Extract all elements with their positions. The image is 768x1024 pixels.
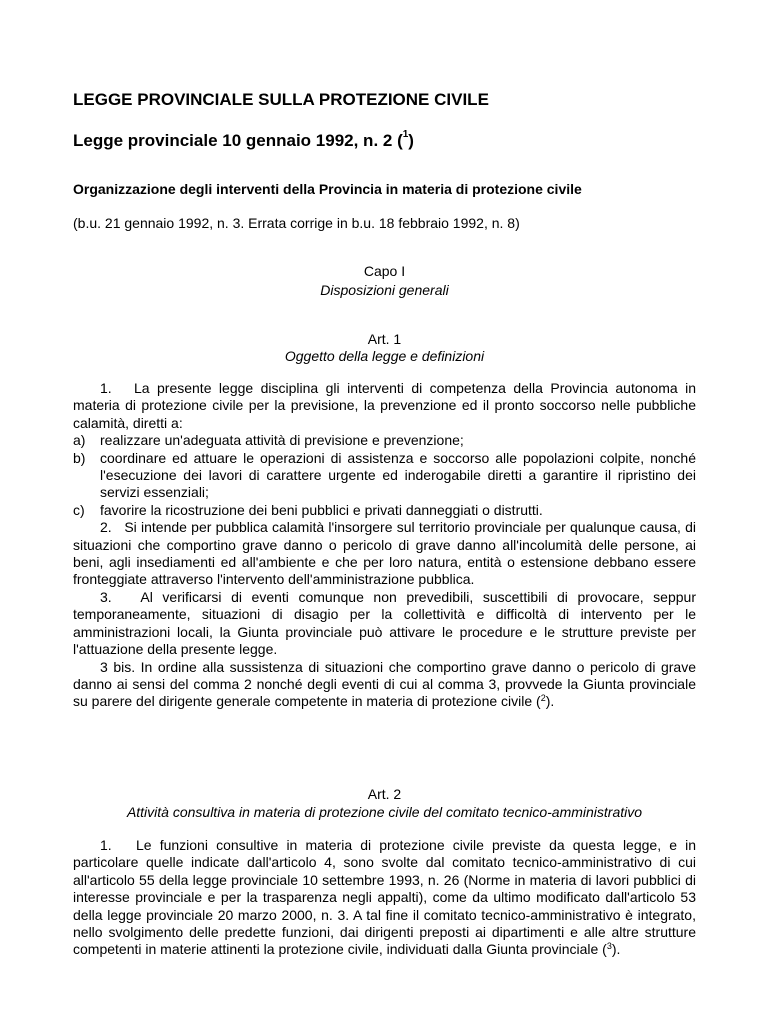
- list-item-text: coordinare ed attuare le operazioni di assistenza e soccorso alle popolazioni colpite, nonché l'esecuzione dei lavori di carattere urgente ed inderogabile diretti a garantire il ripristino dei servizi essenziali;: [100, 449, 696, 501]
- art1-paragraph-2: 2. Si intende per pubblica calamità l'insorgere sul territorio provinciale per qualunque causa, di situazioni che comportino grave danno o pericolo di grave danno all'incolumità delle persone, ai beni, agli insediamenti ed all'ambiente e che per loro natura, entità o estensione debbano essere fronteggiate attraverso l'intervento dell'amministrazione pubblica.: [73, 519, 696, 588]
- art1-paragraph-3bis-text: 3 bis. In ordine alla sussistenza di situazioni che comportino grave danno o pericolo di grave danno ai sensi del comma 2 nonché degli eventi di cui al comma 3, provvede la Giunta provinciale su parere del dirigente generale competente in materia di protezione civile (: [73, 658, 696, 710]
- footnote-ref-3[interactable]: 3: [606, 941, 612, 952]
- law-title-text: Legge provinciale 10 gennaio 1992, n. 2 (: [73, 131, 403, 150]
- list-item-text: favorire la ricostruzione dei beni pubblici e privati danneggiati o distrutti.: [100, 501, 543, 518]
- art2-paragraph-1: [73, 837, 696, 959]
- art2-paragraph-1-text: 1. Le funzioni consultive in materia di protezione civile previste da questa legge, e in particolare quelle indicate dall'articolo 4, sono svolte dal comitato tecnico-amministrativo di cui all'articolo 55 della legge provinciale 10 settembre 1993, n. 26 (Norme in materia di lavori pubblici di interesse provinciale e per la trasparenza negli appalti), come da ultimo modificato dall'articolo 53 della legge provinciale 20 marzo 2000, n. 3. A tal fine il comitato tecnico-amministrativo è integrato, nello svolgimento delle predette funzioni, dai dirigenti preposti ai dipartimenti e alle altre strutture competenti in materie attinenti la protezione civile, individuati dalla Giunta provinciale (: [73, 837, 696, 958]
- art1-paragraph-3bis: [73, 659, 696, 711]
- art1-paragraph-1: 1. La presente legge disciplina gli interventi di competenza della Provincia autonoma in materia di protezione civile per la previsione, la prevenzione ed il pronto soccorso nelle pubbliche calamità, diretti a:: [73, 380, 696, 431]
- document-title: LEGGE PROVINCIALE SULLA PROTEZIONE CIVILE: [73, 90, 489, 109]
- footnote-ref-2[interactable]: 2: [540, 693, 546, 704]
- art1-paragraph-3: 3. Al verificarsi di eventi comunque non prevedibili, suscettibili di provocare, seppur temporaneamente, situazioni di disagio per la collettività e difficoltà di intervento per le amministrazioni locali, la Giunta provinciale può attivare le procedure e le strutture previste per l'attuazione della presente legge.: [73, 588, 696, 658]
- art1-heading: Oggetto della legge e definizioni: [284, 348, 485, 364]
- art1-label: Art. 1: [367, 331, 402, 347]
- publication-info: (b.u. 21 gennaio 1992, n. 3. Errata corrige in b.u. 18 febbraio 1992, n. 8): [73, 215, 520, 231]
- art1-paragraph-3bis-close: ).: [545, 693, 555, 710]
- list-item: [73, 432, 696, 449]
- law-title-close: ): [408, 131, 414, 150]
- list-item-label: c): [73, 501, 85, 518]
- art2-paragraph-1-close: ).: [611, 941, 621, 958]
- list-item-label: b): [73, 449, 86, 466]
- list-item-text: realizzare un'adeguata attività di previsione e prevenzione;: [100, 432, 464, 449]
- list-item: [73, 502, 696, 519]
- list-item-label: a): [73, 432, 86, 449]
- art2-body: [73, 837, 696, 959]
- law-title: [73, 131, 414, 151]
- law-subtitle: Organizzazione degli interventi della Provincia in materia di protezione civile: [73, 181, 582, 197]
- art1-body: [73, 380, 696, 711]
- art2-label: Art. 2: [367, 786, 402, 802]
- art2-heading: Attività consultiva in materia di protezione civile del comitato tecnico-amministrativo: [126, 804, 643, 820]
- capo-label: Capo I: [363, 263, 406, 279]
- list-item: [73, 450, 696, 502]
- capo-heading: Disposizioni generali: [320, 282, 449, 298]
- footnote-ref-1[interactable]: 1: [402, 129, 409, 140]
